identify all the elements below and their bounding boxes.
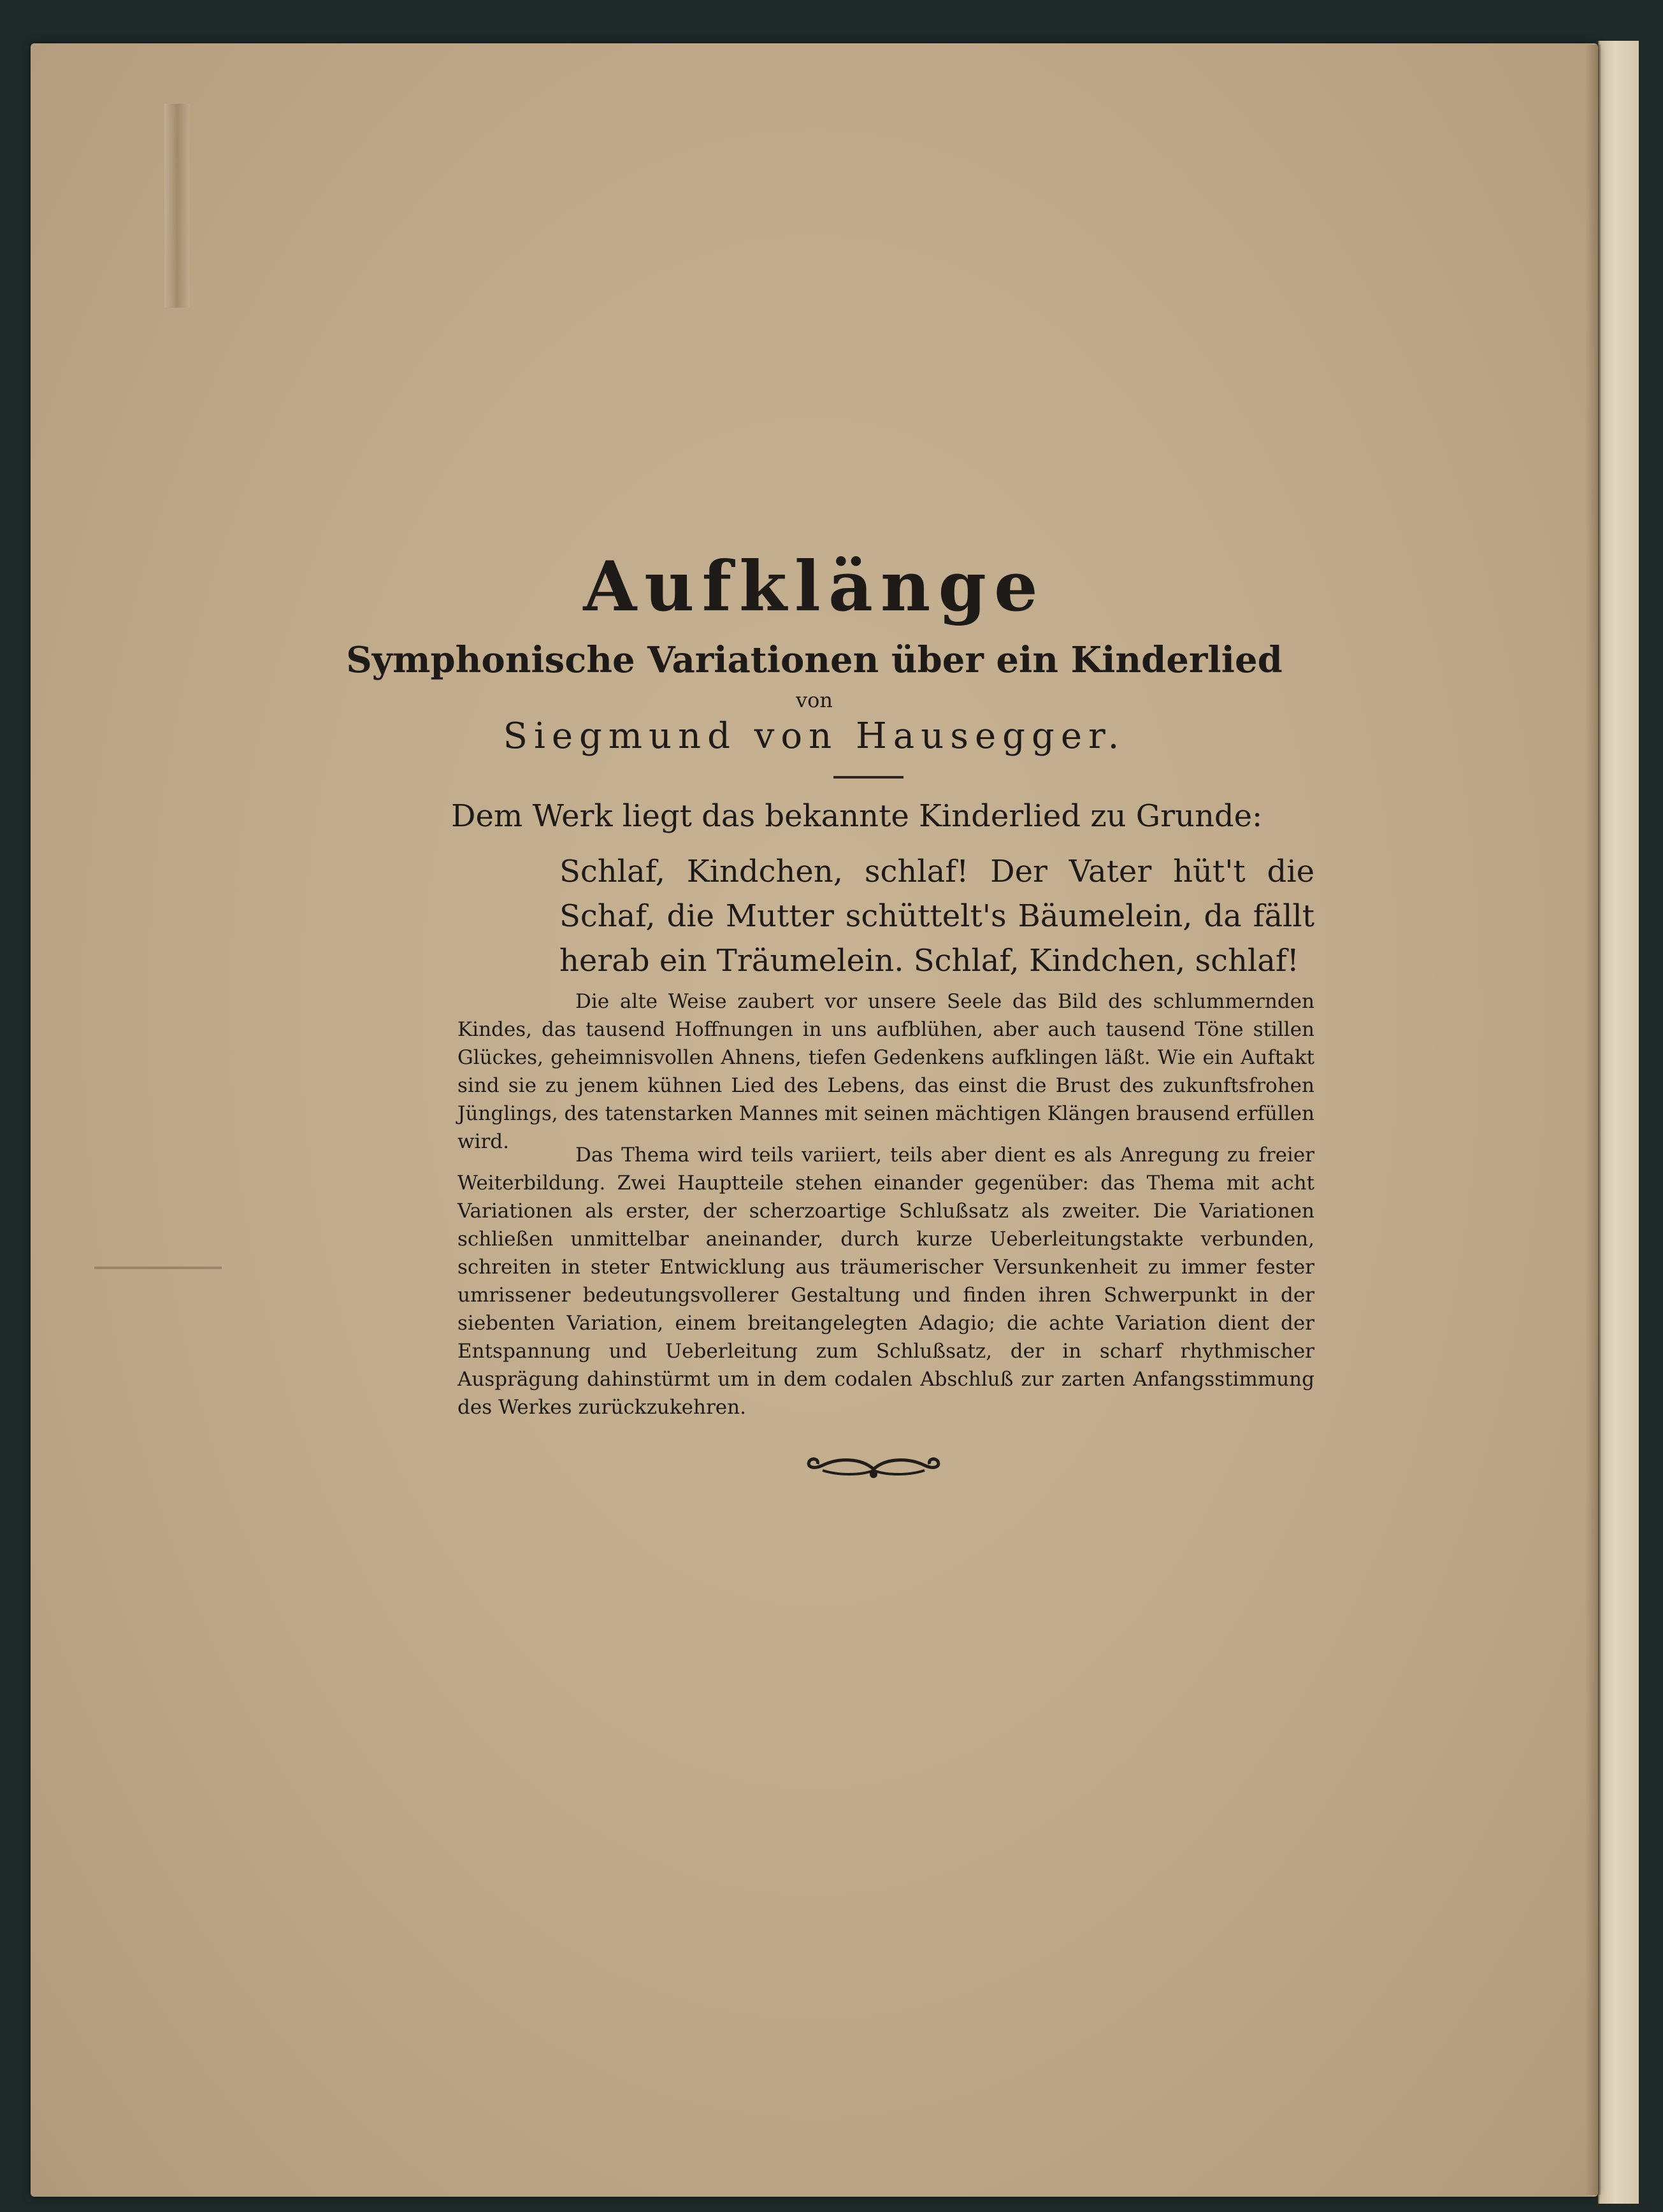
page-content [31,43,1598,2197]
paper-page [31,43,1598,2197]
title-rule [833,776,903,779]
author-name: Siegmund von Hausegger. [503,715,1126,757]
paragraph-1: Die alte Weise zaubert vor unsere Seele das Bild des schlummernden Kindes, das tausend Hoffnungen in uns aufblühen, aber auch tausend Töne stillen Glückes, geheimnisvollen Ahnens, tiefen Gedenkens aufklingen läßt. Wie ein Auftakt sind sie zu jenem kühnen Lied des Lebens, das einst die Brust des zukunftsfrohen Jünglings, des tatenstarken Mannes mit seinen mächtigen Klängen brausend erfüllen wird. [457,990,1314,1153]
paragraph-2: Das Thema wird teils variiert, teils aber dient es als Anregung zu freier Weiterbildung. Zwei Hauptteile stehen einander gegenüber: das Thema mit acht Variationen als erster, der scherzoartige Schlußsatz als zweiter. Die Variationen schließen unmittelbar aneinander, durch kurze Ueberleitungstakte verbunden, schreiten in steter Entwicklung aus träumerischer Versunkenheit zu immer fester umrissener bedeutungsvollerer Gestaltung und finden ihren Schwerpunkt in der siebenten Variation, einem breitangelegten Adagio; die achte Variation dient der Entspannung und Ueberleitung zum Schlußsatz, der in scharf rhythmischer Ausprägung dahinstürmt um in dem codalen Abschluß zur zarten Anfangsstimmung des Werkes zurückzukehren. [457,1144,1314,1419]
page-edge [1598,41,1639,2204]
spine-shadow [1585,45,1601,2195]
document-subtitle: Symphonische Variationen über ein Kinderlied [346,639,1283,681]
byline-word: von [796,688,833,712]
document-title: Aufklänge [583,547,1046,627]
intro-line: Dem Werk liegt das bekannte Kinderlied zu Grunde: [451,798,1263,834]
lullaby-verse: Schlaf, Kindchen, schlaf! Der Vater hüt't die Schaf, die Mutter schüttelt's Bäumelein, da fällt herab ein Träumelein. Schlaf, Kindchen, schlaf! [559,854,1314,979]
scroll-flourish-icon [800,1451,947,1483]
